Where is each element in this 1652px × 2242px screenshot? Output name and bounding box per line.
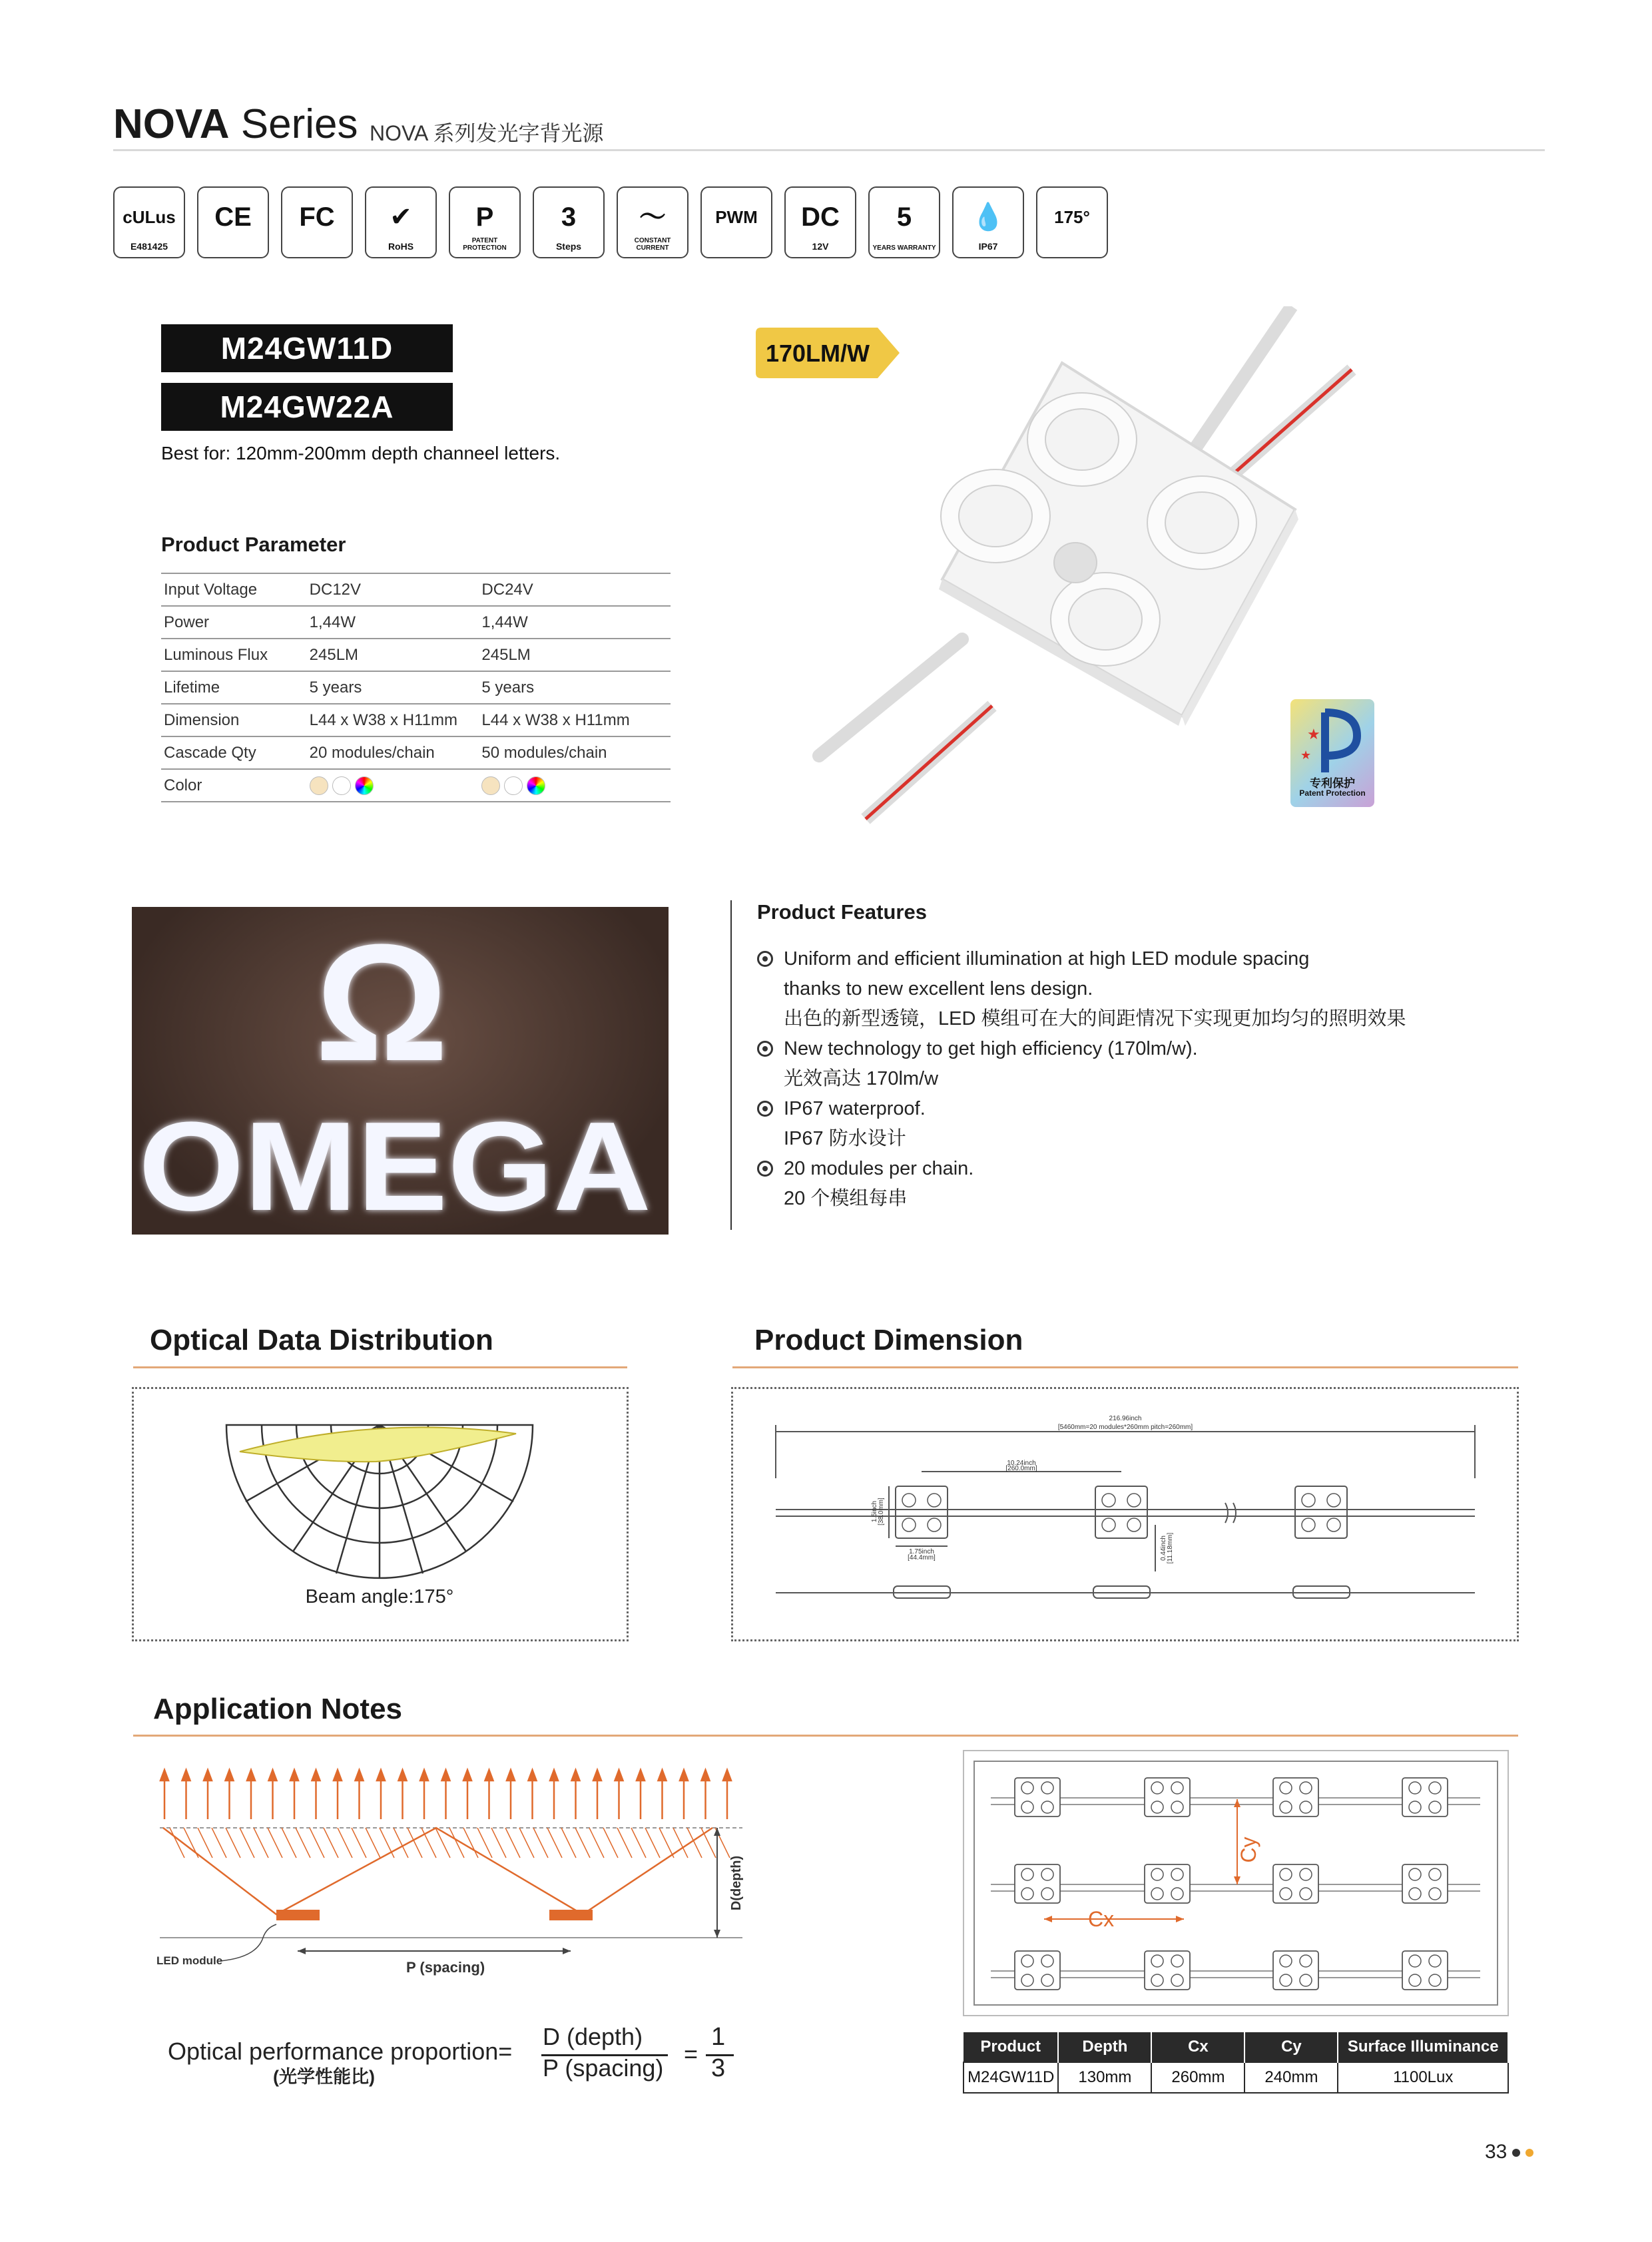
parameter-row	[161, 704, 671, 736]
dimension-title: Product Dimension	[754, 1324, 1023, 1356]
page-dot-orange	[1525, 2149, 1533, 2157]
dimension-drawing	[739, 1412, 1512, 1628]
formula-left-sub: (光学性能比)	[273, 2067, 375, 2087]
parameter-value: 1,44W	[479, 606, 671, 639]
bullet-icon	[757, 1161, 773, 1177]
parameter-value	[307, 769, 479, 802]
steps-icon: 3	[561, 202, 577, 232]
parameter-table	[161, 573, 671, 802]
spacing-header: Surface Illuminance	[1338, 2032, 1508, 2062]
patent-protection-icon: P	[475, 202, 494, 232]
badge-rohs-check-icon	[365, 186, 437, 258]
dim-width-a: 1.75inch	[909, 1548, 934, 1555]
feature-text-zh: IP67 防水设计	[784, 1128, 906, 1149]
dim-thick-a: 0.44inch	[1160, 1536, 1167, 1561]
badge-caption: IP67	[978, 241, 998, 252]
features-title: Product Features	[757, 900, 927, 924]
parameter-value: 5 years	[307, 671, 479, 704]
badge-angle-175-icon	[1036, 186, 1108, 258]
series-subtitle: NOVA 系列发光字背光源	[370, 121, 604, 145]
parameter-label: Luminous Flux	[161, 639, 307, 671]
led-module-label: LED module	[156, 1954, 223, 1967]
spacing-header: Cx	[1151, 2032, 1244, 2062]
parameter-value: 245LM	[307, 639, 479, 671]
badge-ul-listed-icon	[113, 186, 185, 258]
header-divider	[113, 149, 1545, 151]
formula-denominator: P (spacing)	[543, 2054, 664, 2082]
parameter-row	[161, 573, 671, 606]
dim-total-a: 216.96inch	[1109, 1415, 1142, 1422]
feature-text-en: Uniform and efficient illumination at high LED module spacing	[784, 948, 1310, 970]
parameter-label: Power	[161, 606, 307, 639]
dim-pitch-b: [260.0mm]	[1005, 1465, 1037, 1472]
ip67-drop-icon: 💧	[971, 202, 1005, 232]
feature-text-zh: 20 个模组每串	[784, 1188, 908, 1209]
features-divider	[730, 900, 732, 1230]
badge-caption: CONSTANT CURRENT	[634, 237, 671, 252]
dim-total-b: [5460mm=20 modules*260mm pitch=260mm]	[1057, 1424, 1193, 1431]
spacing-header: Product	[964, 2032, 1058, 2062]
angle-175-icon: 175°	[1054, 207, 1090, 227]
omega-word: OMEGA	[138, 1096, 651, 1235]
color-swatch	[481, 776, 500, 795]
spacing-cell: 240mm	[1244, 2062, 1338, 2093]
badge-caption: RoHS	[388, 241, 414, 252]
bullet-icon	[757, 1041, 773, 1057]
optical-title: Optical Data Distribution	[150, 1324, 493, 1356]
dc-12v-icon: DC	[801, 202, 840, 232]
polar-chart	[223, 1422, 536, 1585]
patent-badge-en: Patent Protection	[1299, 788, 1366, 798]
dim-width-b: [44.4mm]	[908, 1554, 936, 1561]
feature-text-zh: 出色的新型透镜，LED 模组可在大的间距情况下实现更加均匀的照明效果	[784, 1008, 1406, 1029]
feature-text-en: thanks to new excellent lens design.	[784, 978, 1093, 999]
bullet-icon	[757, 951, 773, 967]
model-label-1: M24GW11D	[161, 324, 453, 372]
badge-caption: PATENT PROTECTION	[463, 237, 507, 252]
dim-height-b: [38.0mm]	[878, 1498, 885, 1526]
badge-caption: Steps	[555, 241, 582, 252]
feature-item	[757, 1154, 1503, 1214]
parameter-row	[161, 671, 671, 704]
color-swatch	[355, 776, 374, 795]
ce-mark-icon: CE	[214, 202, 252, 232]
series-title-rest: Series	[229, 101, 358, 147]
formula-equals: =	[684, 2040, 698, 2068]
application-title: Application Notes	[153, 1693, 403, 1725]
parameter-label: Input Voltage	[161, 573, 307, 606]
formula-left: Optical performance proportion=	[168, 2038, 513, 2065]
svg-text:★: ★	[1307, 726, 1320, 742]
badge-caption: E481425	[130, 241, 168, 252]
parameter-value: L44 x W38 x H11mm	[307, 704, 479, 736]
spacing-label: P (spacing)	[406, 1959, 485, 1976]
feature-text-en: IP67 waterproof.	[784, 1098, 926, 1119]
badge-dc-12v-icon	[784, 186, 856, 258]
parameter-label: Color	[161, 769, 307, 802]
parameter-title: Product Parameter	[161, 533, 346, 556]
parameter-row	[161, 639, 671, 671]
parameter-value: DC24V	[479, 573, 671, 606]
spacing-header: Cy	[1244, 2032, 1338, 2062]
best-for-text: Best for: 120mm-200mm depth channeel letters.	[161, 443, 561, 463]
series-title-bold: NOVA	[113, 101, 230, 147]
depth-label: D(depth)	[729, 1855, 744, 1911]
beam-angle-label: Beam angle:175°	[305, 1586, 454, 1607]
model-label-2: M24GW22A	[161, 383, 453, 431]
badge-warranty-icon	[868, 186, 940, 258]
parameter-value: DC12V	[307, 573, 479, 606]
spacing-header: Depth	[1058, 2032, 1151, 2062]
badge-ce-mark-icon	[197, 186, 269, 258]
parameter-label: Lifetime	[161, 671, 307, 704]
channel-letter-photo	[132, 907, 669, 1235]
feature-text-zh: 光效高达 170lm/w	[784, 1068, 939, 1089]
feature-item	[757, 944, 1503, 1034]
patent-badge-zh: 专利保护	[1310, 777, 1355, 790]
badge-steps-icon	[533, 186, 605, 258]
spacing-cell: M24GW11D	[964, 2062, 1058, 2093]
badge-patent-protection-icon	[449, 186, 521, 258]
series-title	[113, 100, 358, 149]
omega-symbol: Ω	[315, 910, 449, 1095]
dim-pitch-a: 10.24inch	[1007, 1460, 1036, 1467]
spacing-row	[964, 2062, 1508, 2093]
feature-text-en: New technology to get high efficiency (170lm/w).	[784, 1038, 1198, 1059]
page-dot-dark	[1512, 2149, 1520, 2157]
parameter-label: Cascade Qty	[161, 736, 307, 769]
cx-label: Cx	[1088, 1907, 1115, 1931]
badge-caption: YEARS WARRANTY	[872, 244, 936, 252]
parameter-value: 245LM	[479, 639, 671, 671]
page-number-text: 33	[1485, 2141, 1508, 2163]
parameter-row	[161, 606, 671, 639]
patent-protection-badge	[1290, 699, 1374, 807]
optical-rule	[133, 1366, 627, 1368]
feature-text-en: 20 modules per chain.	[784, 1158, 974, 1179]
spacing-cell: 130mm	[1058, 2062, 1151, 2093]
svg-text:★: ★	[1300, 748, 1312, 762]
spacing-table	[963, 2032, 1509, 2094]
parameter-label: Dimension	[161, 704, 307, 736]
warranty-icon: 5	[896, 202, 912, 232]
parameter-value: 20 modules/chain	[307, 736, 479, 769]
parameter-value: 1,44W	[307, 606, 479, 639]
color-swatch	[527, 776, 545, 795]
features-list	[757, 944, 1503, 1214]
parameter-value: 50 modules/chain	[479, 736, 671, 769]
ul-listed-icon: cULus	[123, 207, 176, 227]
dimension-rule	[732, 1366, 1518, 1368]
parameter-value	[479, 769, 671, 802]
badge-ip67-drop-icon	[952, 186, 1024, 258]
feature-item	[757, 1034, 1503, 1094]
parameter-row	[161, 769, 671, 802]
badge-constant-current-icon	[617, 186, 688, 258]
page-number	[1485, 2141, 1533, 2163]
color-swatch	[310, 776, 328, 795]
pwm-icon: PWM	[715, 207, 758, 227]
formula-numerator: D (depth)	[543, 2023, 643, 2050]
constant-current-icon: 〜	[639, 202, 666, 232]
badge-pwm-icon	[700, 186, 772, 258]
module-grid-box	[963, 1750, 1509, 2016]
spacing-diagram	[150, 1765, 749, 1981]
ratio-denominator: 3	[711, 2054, 726, 2082]
parameter-value: 5 years	[479, 671, 671, 704]
efficacy-tag-text: 170LM/W	[765, 340, 870, 367]
dim-height-a: 1.5inch	[871, 1500, 878, 1523]
parameter-row	[161, 736, 671, 769]
ratio-numerator: 1	[711, 2023, 726, 2051]
spacing-cell: 260mm	[1151, 2062, 1244, 2093]
cy-label: Cy	[1237, 1836, 1260, 1863]
fcc-mark-icon: FC	[299, 202, 335, 232]
rohs-check-icon: ✔	[390, 202, 412, 232]
dim-thick-b: [11.18mm]	[1167, 1532, 1174, 1564]
spacing-cell: 1100Lux	[1338, 2062, 1508, 2093]
badge-caption: 12V	[812, 241, 829, 252]
bullet-icon	[757, 1101, 773, 1117]
color-swatch	[504, 776, 523, 795]
parameter-value: L44 x W38 x H11mm	[479, 704, 671, 736]
feature-item	[757, 1094, 1503, 1154]
badge-fcc-mark-icon	[281, 186, 353, 258]
application-rule	[133, 1735, 1518, 1737]
color-swatch	[332, 776, 351, 795]
